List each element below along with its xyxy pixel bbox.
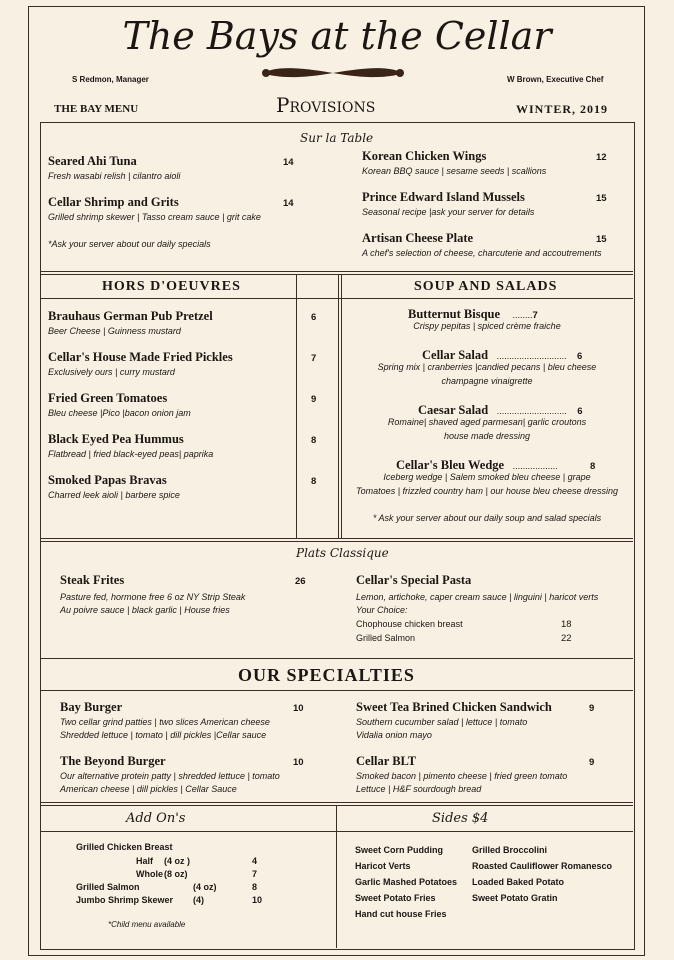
addon-name: Grilled Chicken Breast [76,842,173,852]
menu-label: THE BAY MENU [54,103,139,115]
item-desc: Au poivre sauce | black garlic | House fries [60,605,230,615]
item-name: Seared Ahi Tuna [48,154,137,168]
section-underline [40,298,633,299]
item-desc: Flatbread | fried black-eyed peas| paprika [48,449,214,459]
item-name: Artisan Cheese Plate [362,231,474,245]
item-price: 8 [311,435,317,446]
item-name: Prince Edward Island Mussels [362,190,525,204]
item-price: 7 [532,310,538,321]
column-divider [341,274,342,538]
divider [40,541,633,542]
item-price: 9 [589,703,595,714]
item-desc: Iceberg wedge | Salem smoked bleu cheese | grape [383,472,591,482]
item-price: 26 [295,576,306,587]
addon-size: (4 oz ) [164,856,190,866]
item-desc: A chef's selection of cheese, charcuterie and accoutrements [362,248,602,258]
child-menu-note: *Child menu available [108,920,186,929]
item-name: Korean Chicken Wings [362,149,487,163]
item-desc: Beer Cheese | Guinness mustard [48,326,181,336]
item-desc: Bleu cheese |Pico |bacon onion jam [48,408,191,418]
leader-dots: ............................ [496,406,567,416]
item-name: Fried Green Tomatoes [48,391,168,405]
item-desc: Lemon, artichoke, caper cream sauce | linguini | haricot verts [356,592,599,602]
season: WINTER, 2019 [516,102,609,116]
flourish-ornament [258,62,408,84]
plats-title: Plats Classique [296,546,389,560]
item-price: 6 [311,312,317,323]
item-price: 9 [589,757,595,768]
item-price: 6 [577,406,583,417]
item-price: 15 [596,234,607,245]
hors-title: HORS D'OEUVRES [102,279,241,294]
divider [40,802,633,803]
side-item: Sweet Potato Gratin [472,893,558,903]
item-price: 14 [283,157,294,168]
side-item: Loaded Baked Potato [472,877,565,887]
item-name: Bay Burger [60,700,123,714]
choice-price: 22 [561,633,572,644]
side-item: Garlic Mashed Potatoes [355,877,458,887]
addon-price: 4 [252,856,258,866]
addons-title: Add On's [126,811,186,826]
item-name: Brauhaus German Pub Pretzel [48,309,213,323]
item-desc: Our alternative protein patty | shredded lettuce | tomato [60,771,280,781]
soup-title: SOUP AND SALADS [414,279,558,294]
divider [40,538,633,539]
item-price: 15 [596,193,607,204]
item-desc: American cheese | dill pickles | Cellar Sauce [60,784,237,794]
item-desc: Spring mix | cranberries |candied pecans | bleu cheese [377,362,597,372]
manager-credit: S Redmon, Manager [72,75,149,84]
item-desc: Crispy pepitas | spiced crème fraiche [413,321,561,331]
addon-name: Jumbo Shrimp Skewer [76,895,174,905]
chef-credit: W Brown, Executive Chef [507,75,604,84]
column-divider [296,274,297,538]
sur-la-table-title: Sur la Table [300,131,374,145]
restaurant-name: The Bays at the Cellar [122,14,552,58]
item-desc: Vidalia onion mayo [356,730,432,740]
column-divider [338,274,339,538]
choice-name: Grilled Salmon [356,633,416,643]
soup-note: * Ask your server about our daily soup and salad specials [372,513,602,523]
item-name: Cellar Salad [422,348,489,362]
item-desc: Tomatoes | frizzled country ham | our house bleu cheese dressing [356,486,618,496]
item-name: Cellar BLT [356,754,417,768]
leader-dots: ............................ [496,351,567,361]
menu-title: Provisions [276,93,376,117]
side-item: Sweet Corn Pudding [355,845,444,855]
sides-title: Sides $4 [432,811,489,826]
item-name: Cellar's House Made Fried Pickles [48,350,233,364]
specialties-title: OUR SPECIALTIES [238,665,415,685]
addon-price: 7 [252,869,258,879]
item-name: The Beyond Burger [60,754,166,768]
addon-option: Half [136,856,154,866]
item-desc: Fresh wasabi relish | cilantro aioli [48,171,181,181]
addon-price: 8 [252,882,258,892]
item-price: 8 [590,461,596,472]
item-price: 10 [293,703,304,714]
item-price: 14 [283,198,294,209]
choice-name: Chophouse chicken breast [356,619,463,629]
item-desc: champagne vinaigrette [441,376,533,386]
item-price: 10 [293,757,304,768]
item-desc: Shredded lettuce | tomato | dill pickles |Cellar sauce [60,730,267,740]
item-price: 9 [311,394,317,405]
specials-note: *Ask your server about our daily specials [48,239,211,249]
item-name: Smoked Papas Bravas [48,473,167,487]
addon-size: (8 oz) [164,869,188,879]
addon-size: (4) [193,895,204,905]
side-item: Haricot Verts [355,861,411,871]
item-desc: Korean BBQ sauce | sesame seeds | scallions [362,166,547,176]
divider [40,274,633,275]
item-name: Cellar's Special Pasta [356,573,472,587]
item-price: 6 [577,351,583,362]
divider [40,658,633,659]
item-name: Butternut Bisque [408,307,501,321]
item-desc: Two cellar grind patties | two slices American cheese [60,717,270,727]
item-price: 12 [596,152,607,163]
item-desc: Smoked bacon | pimento cheese | fried green tomato [356,771,568,781]
item-desc: Seasonal recipe |ask your server for details [362,207,535,217]
item-name: Caesar Salad [418,403,489,417]
item-desc: Pasture fed, hormone free 6 oz NY Strip Steak [60,592,246,602]
side-item: Roasted Cauliflower Romanesco [472,861,613,871]
item-name: Sweet Tea Brined Chicken Sandwich [356,700,552,714]
leader-dots: ........ [512,310,533,320]
item-name: Steak Frites [60,573,125,587]
item-desc: Charred leek aioli | barbere spice [48,490,180,500]
column-divider [336,805,337,948]
addon-size: (4 oz) [193,882,217,892]
addon-option: Whole [136,869,163,879]
item-name: Cellar's Bleu Wedge [396,458,505,472]
choice-label: Your Choice: [356,605,408,615]
divider [40,271,633,272]
item-desc: Exclusively ours | curry mustard [48,367,175,377]
item-name: Cellar Shrimp and Grits [48,195,179,209]
item-price: 8 [311,476,317,487]
item-price: 7 [311,353,317,364]
side-item: Grilled Broccolini [472,845,548,855]
item-desc: Southern cucumber salad | lettuce | tomato [356,717,528,727]
choice-price: 18 [561,619,572,630]
item-desc: Grilled shrimp skewer | Tasso cream sauce | grit cake [48,212,261,222]
addon-name: Grilled Salmon [76,882,140,892]
item-name: Black Eyed Pea Hummus [48,432,184,446]
section-underline [40,690,633,691]
item-desc: Lettuce | H&F sourdough bread [356,784,482,794]
item-desc: house made dressing [443,431,531,441]
addon-price: 10 [252,895,263,905]
side-item: Sweet Potato Fries [355,893,436,903]
item-desc: Romaine| shaved aged parmesan| garlic croutons [387,417,587,427]
side-item: Hand cut house Fries [355,909,447,919]
leader-dots: .................. [512,461,558,471]
section-underline [40,831,633,832]
